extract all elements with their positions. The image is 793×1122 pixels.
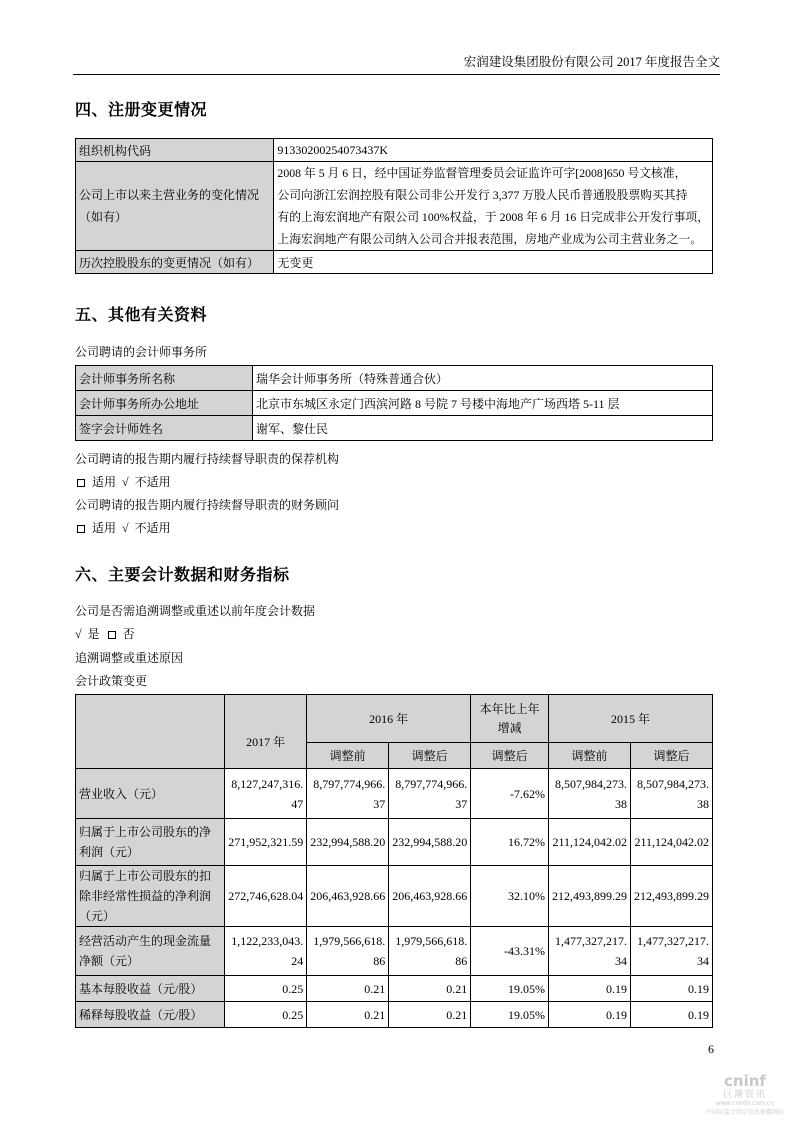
cell-2016-after: 8,797,774,966. 37 [389,769,471,819]
cninfo-watermark [700,1072,790,1116]
table-row [76,162,713,251]
table-row [76,1002,713,1028]
header-change-after: 调整后 [471,743,549,769]
financial-data-table [75,694,713,1028]
cell-change: 19.05% [471,1002,549,1028]
option-not-applicable: 不适用 [134,475,171,489]
table-row [76,769,713,819]
value-line: 2008 年 5 月 6 日，经中国证券监督管理委员会证监许可字[2008]650 号文核准， [277,166,687,180]
row-label: 经营活动产生的现金流量净额（元） [76,927,225,976]
cell-2016-before: 0.21 [307,1002,389,1028]
cell-2015-before: 1,477,327,217. 34 [548,927,630,976]
cell-change: 19.05% [471,976,549,1002]
header-blank [76,695,225,769]
cell-2016-before: 1,979,566,618. 86 [307,927,389,976]
checkbox-icon [108,631,116,639]
cell-2017: 272,746,628.04 [225,866,307,927]
row-value: 瑞华会计师事务所（特殊普通合伙） [253,366,713,391]
row-value: 谢军、黎仕民 [253,416,713,441]
row-label: 历次控股股东的变更情况（如有） [76,251,274,274]
table-header-row [76,695,713,743]
restatement-answer [75,626,135,642]
cell-2017: 0.25 [225,1002,307,1028]
advisor-choice [75,520,171,536]
checkbox-icon [77,479,85,487]
cell-2016-after: 206,463,928.66 [389,866,471,927]
row-label: 组织机构代码 [76,139,274,162]
header-2016: 2016 年 [307,695,471,743]
cell-2015-before: 0.19 [548,1002,630,1028]
row-value [274,162,713,251]
header-2015: 2015 年 [548,695,712,743]
cell-2015-before: 8,507,984,273. 38 [548,769,630,819]
cell-2015-before: 0.19 [548,976,630,1002]
option-applicable: 适用 [92,521,117,535]
cell-2015-after: 211,124,042.02 [631,819,713,866]
table-row [76,976,713,1002]
table-row [76,819,713,866]
cell-2015-before: 211,124,042.02 [548,819,630,866]
table-row [76,391,713,416]
value-line: 公司向浙江宏润控股有限公司非公开发行 3,377 万股人民币普通股股票购买其持 [277,188,688,202]
row-label: 营业收入（元） [76,769,225,819]
watermark-url: www.cninfo.com.cn [715,1100,775,1107]
cell-2016-after: 0.21 [389,1002,471,1028]
cell-2015-before: 212,493,899.29 [548,866,630,927]
check-mark-icon: √ [75,627,82,641]
cell-change: -7.62% [471,769,549,819]
reason-label: 追溯调整或重述原因 [75,651,184,665]
cell-2015-after: 1,477,327,217. 34 [631,927,713,976]
row-label: 归属于上市公司股东的净利润（元） [76,819,225,866]
restatement-question: 公司是否需追溯调整或重述以前年度会计数据 [75,604,316,618]
header-2015-after: 调整后 [631,743,713,769]
sponsor-label: 公司聘请的报告期内履行持续督导职责的保荐机构 [75,452,340,466]
checkbox-icon [77,525,85,533]
cell-2017: 1,122,233,043. 24 [225,927,307,976]
option-not-applicable: 不适用 [134,521,171,535]
cell-2015-after: 0.19 [631,976,713,1002]
cninfo-logo-icon: cninf [724,1072,766,1090]
page-header [73,53,720,75]
table-row [76,139,713,162]
cell-2015-after: 0.19 [631,1002,713,1028]
cell-2015-after: 212,493,899.29 [631,866,713,927]
table-row [76,866,713,927]
watermark-subtitle: 中国证监会指定信息披露网站 [705,1109,784,1116]
option-no: 否 [122,627,135,641]
row-value: 91330200254073437K [274,139,713,162]
cell-2016-before: 8,797,774,966. 37 [307,769,389,819]
sponsor-choice [75,474,171,490]
reason-value: 会计政策变更 [75,674,148,688]
table-row [76,927,713,976]
section4-title: 四、注册变更情况 [75,100,208,119]
row-label: 公司上市以来主营业务的变化情况（如有） [76,162,274,251]
row-label: 稀释每股收益（元/股） [76,1002,225,1028]
row-value: 无变更 [274,251,713,274]
cell-2016-before: 0.21 [307,976,389,1002]
value-line: 上海宏润地产有限公司纳入公司合并报表范围，房地产业成为公司主营业务之一。 [277,232,703,246]
auditor-intro: 公司聘请的会计师事务所 [75,345,208,359]
row-label: 归属于上市公司股东的扣除非经常性损益的净利润（元） [76,866,225,927]
cell-change: -43.31% [471,927,549,976]
option-yes: 是 [87,627,100,641]
header-2015-before: 调整前 [548,743,630,769]
advisor-label: 公司聘请的报告期内履行持续督导职责的财务顾问 [75,498,340,512]
header-2017: 2017 年 [225,695,307,769]
cell-2016-after: 0.21 [389,976,471,1002]
row-label: 基本每股收益（元/股） [76,976,225,1002]
option-applicable: 适用 [92,475,117,489]
row-label: 会计师事务所名称 [76,366,253,391]
header-2016-after: 调整后 [389,743,471,769]
cell-change: 32.10% [471,866,549,927]
value-line: 有的上海宏润地产有限公司 100%权益，于 2008 年 6 月 16 日完成非公开发行事项， [277,210,709,224]
auditor-table [75,365,713,441]
table-row [76,251,713,274]
registration-change-table [75,138,713,274]
row-value: 北京市东城区永定门西滨河路 8 号院 7 号楼中海地产广场西塔 5-11 层 [253,391,713,416]
report-title: 宏润建设集团股份有限公司 2017 年度报告全文 [463,55,720,69]
cell-2017: 0.25 [225,976,307,1002]
cell-2016-before: 206,463,928.66 [307,866,389,927]
cell-2016-before: 232,994,588.20 [307,819,389,866]
cell-2016-after: 1,979,566,618. 86 [389,927,471,976]
section6-title: 六、主要会计数据和财务指标 [75,565,290,584]
check-mark-icon: √ [122,521,129,535]
header-change: 本年比上年增减 [471,695,549,743]
table-row [76,366,713,391]
cell-2017: 271,952,321.59 [225,819,307,866]
row-label: 会计师事务所办公地址 [76,391,253,416]
section5-title: 五、其他有关资料 [75,305,208,324]
cell-change: 16.72% [471,819,549,866]
header-2016-before: 调整前 [307,743,389,769]
check-mark-icon: √ [122,475,129,489]
watermark-name: 巨潮资讯 [722,1090,767,1100]
cell-2016-after: 232,994,588.20 [389,819,471,866]
page-number: 6 [708,1042,714,1056]
cell-2015-after: 8,507,984,273. 38 [631,769,713,819]
table-row [76,416,713,441]
cell-2017: 8,127,247,316. 47 [225,769,307,819]
row-label: 签字会计师姓名 [76,416,253,441]
